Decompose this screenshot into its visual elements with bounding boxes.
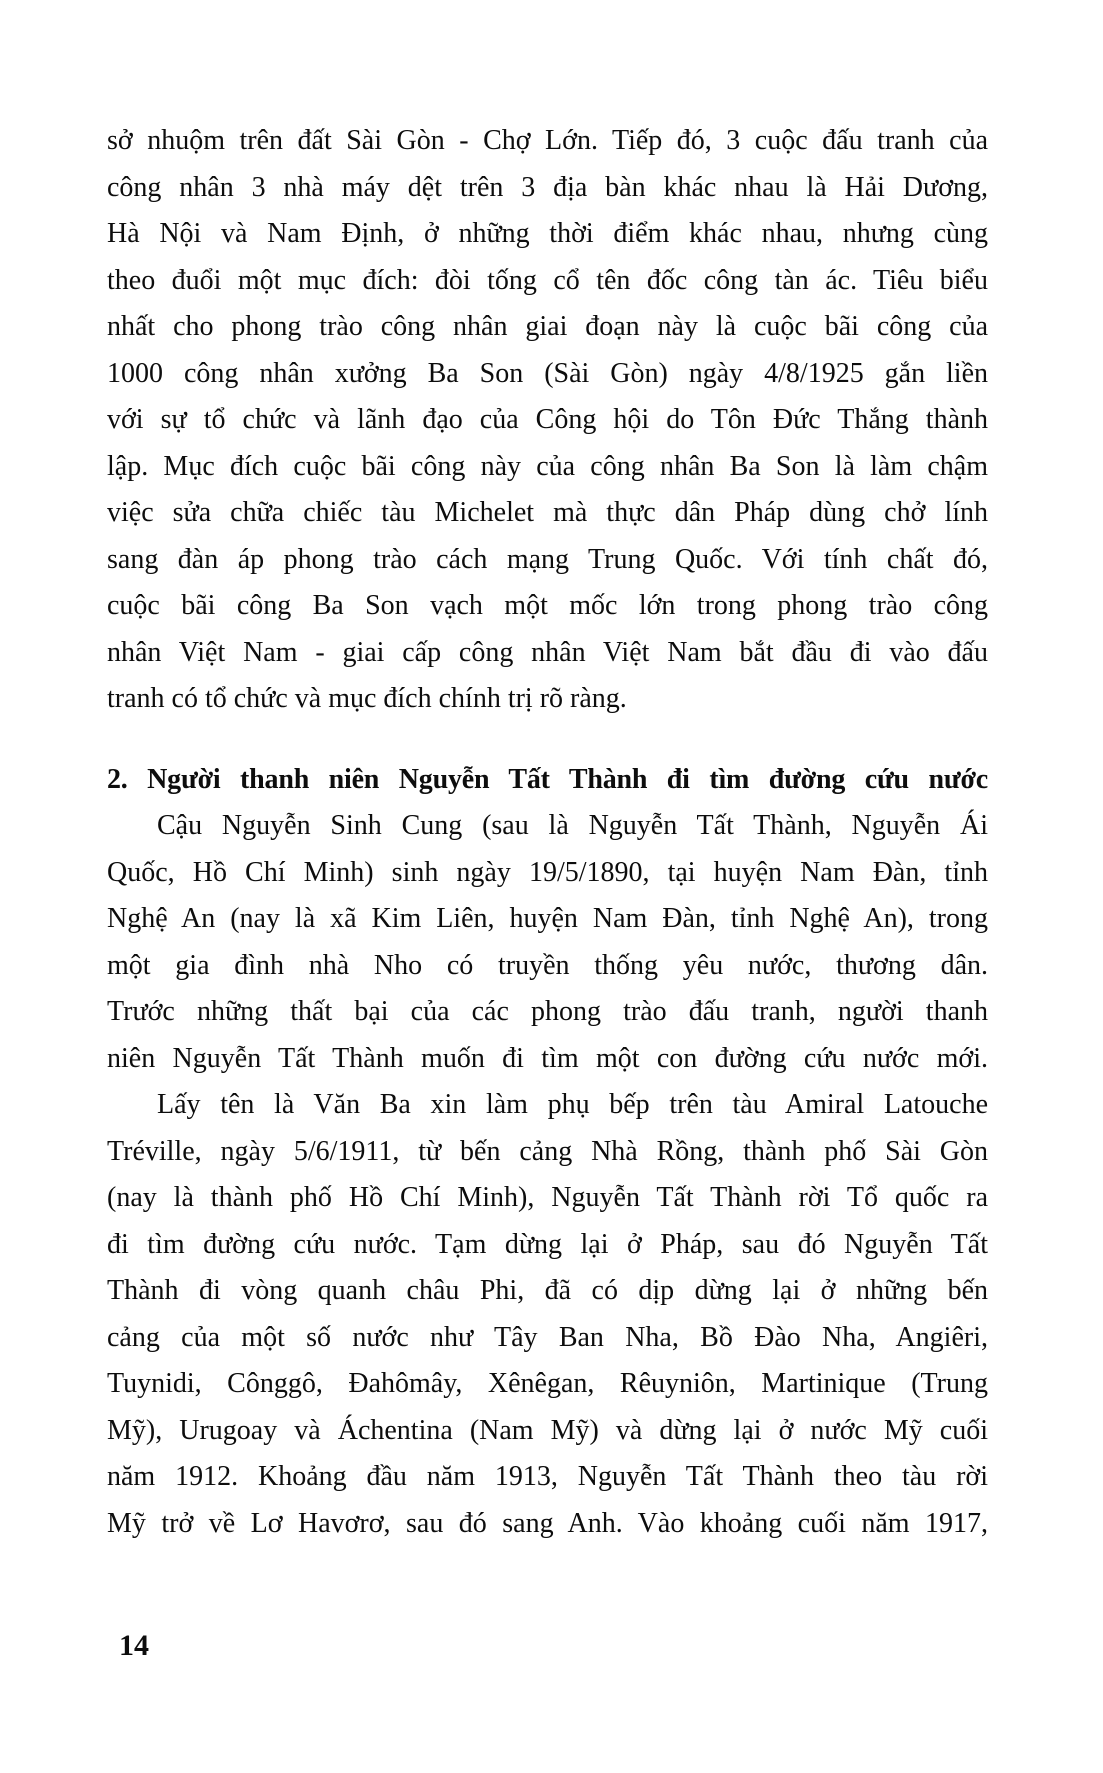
text-line: năm 1912. Khoảng đầu năm 1913, Nguyễn Tất Thành theo tàu rời — [107, 1461, 988, 1492]
text-line: Lấy tên là Văn Ba xin làm phụ bếp trên tàu Amiral Latouche — [157, 1089, 988, 1120]
text-line: nhân Việt Nam - giai cấp công nhân Việt Nam bắt đầu đi vào đấu — [107, 636, 988, 668]
page-body-text — [107, 118, 988, 1547]
paragraph-ba-son-strike — [107, 118, 988, 723]
text-line: (nay là thành phố Hồ Chí Minh), Nguyễn Tất Thành rời Tổ quốc ra — [107, 1182, 988, 1213]
text-line: Nghệ An (nay là xã Kim Liên, huyện Nam Đàn, tỉnh Nghệ An), trong — [107, 903, 988, 934]
text-line: Tréville, ngày 5/6/1911, từ bến cảng Nhà Rồng, thành phố Sài Gòn — [107, 1135, 988, 1167]
paragraph-nguyen-sinh-cung — [107, 803, 988, 1082]
section-heading: 2. Người thanh niên Nguyễn Tất Thành đi tìm đường cứu nước — [107, 763, 988, 795]
text-line: sở nhuộm trên đất Sài Gòn - Chợ Lớn. Tiếp đó, 3 cuộc đấu tranh của — [107, 125, 988, 156]
text-line: Mỹ trở về Lơ Havơrơ, sau đó sang Anh. Vào khoảng cuối năm 1917, — [107, 1507, 988, 1539]
text-line: việc sửa chữa chiếc tàu Michelet mà thực dân Pháp dùng chở lính — [107, 497, 988, 528]
text-line: theo đuổi một mục đích: đòi tống cổ tên đốc công tàn ác. Tiêu biểu — [107, 264, 988, 296]
text-line: Hà Nội và Nam Định, ở những thời điểm khác nhau, nhưng cùng — [107, 218, 988, 249]
text-line: Tuynidi, Cônggô, Đahômây, Xênêgan, Rêuyniôn, Martinique (Trung — [107, 1368, 988, 1399]
paragraph-van-ba-journey — [107, 1082, 988, 1547]
text-line: Thành đi vòng quanh châu Phi, đã có dịp dừng lại ở những bến — [107, 1275, 988, 1306]
text-line: sang đàn áp phong trào cách mạng Trung Quốc. Với tính chất đó, — [107, 543, 988, 575]
text-line: cuộc bãi công Ba Son vạch một mốc lớn trong phong trào công — [107, 590, 988, 621]
text-line: niên Nguyễn Tất Thành muốn đi tìm một con đường cứu nước mới. — [107, 1042, 988, 1074]
text-line: 1000 công nhân xưởng Ba Son (Sài Gòn) ngày 4/8/1925 gắn liền — [107, 357, 988, 389]
text-line: Cậu Nguyễn Sinh Cung (sau là Nguyễn Tất Thành, Nguyễn Ái — [157, 810, 988, 841]
text-line: một gia đình nhà Nho có truyền thống yêu nước, thương dân. — [107, 949, 988, 981]
text-line: lập. Mục đích cuộc bãi công này của công nhân Ba Son là làm chậm — [107, 450, 988, 482]
text-line: Quốc, Hồ Chí Minh) sinh ngày 19/5/1890, tại huyện Nam Đàn, tỉnh — [107, 856, 988, 888]
text-line: với sự tổ chức và lãnh đạo của Công hội do Tôn Đức Thắng thành — [107, 404, 988, 435]
text-line: đi tìm đường cứu nước. Tạm dừng lại ở Pháp, sau đó Nguyễn Tất — [107, 1228, 988, 1260]
text-line: tranh có tổ chức và mục đích chính trị rõ ràng. — [107, 683, 627, 714]
text-line: Mỹ), Urugoay và Áchentina (Nam Mỹ) và dừng lại ở nước Mỹ cuối — [107, 1414, 988, 1446]
text-line: Trước những thất bại của các phong trào đấu tranh, người thanh — [107, 996, 988, 1027]
page-number: 14 — [119, 1629, 149, 1662]
text-line: cảng của một số nước như Tây Ban Nha, Bồ Đào Nha, Angiêri, — [107, 1321, 988, 1353]
text-line: nhất cho phong trào công nhân giai đoạn này là cuộc bãi công của — [107, 311, 988, 342]
text-line: công nhân 3 nhà máy dệt trên 3 địa bàn khác nhau là Hải Dương, — [107, 171, 988, 203]
